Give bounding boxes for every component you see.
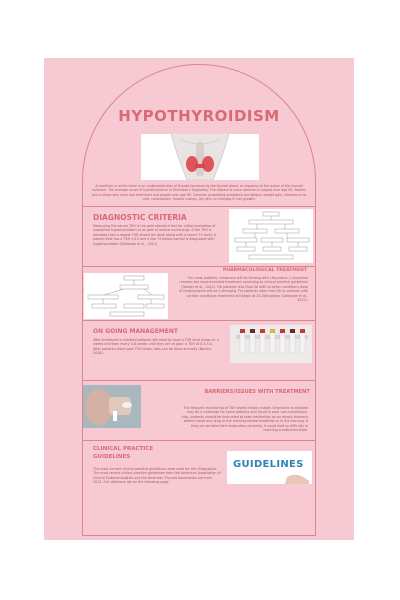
divider-3 <box>82 320 316 321</box>
poster-title: HYPOTHYROIDISM <box>118 107 280 125</box>
pill-hand-photo <box>83 385 141 428</box>
guidelines-text: The most current clinical practice guidelines were used for this infographic. The most recent clinical practice guidelines from the American Association of Clinical Endocrinologists and the American Thyroid Association are from 2012. Full reference list on the following page. <box>93 467 221 485</box>
diagnostic-title: DIAGNOSTIC CRITERIA <box>93 213 187 222</box>
divider-4 <box>82 380 316 381</box>
ongoing-text: After treatment is initiated patients will need to have a TSH level drawn in 4 weeks and then every 4-8 weeks until they are at goal: a TSH of 0.3-3.0. After patients reach goal TSH levels, labs can be done annually (Norton, 2016). <box>93 338 219 356</box>
divider-1 <box>82 206 316 207</box>
lab-tubes-photo <box>230 325 312 363</box>
guidelines-image <box>227 451 312 484</box>
pharmacological-text: For most patients, treatment will be lifelong with l-thyroxine. L-thyroxine remains the recommended treatment according to clinical practice guidelines (Garber et al., 2012). For patients less than 50 with no other conditions dose of levothyroxine will be 1.6mcg/kg. For patients older than 50 or patients with cardiac conditions treatment will begin at 25-50mcg/day (Gaitonde et al., 2012). <box>179 276 308 303</box>
barriers-text: The frequent monitoring of TSH levels initially makes l-thyroxine is initiated may be a challenge for some patients and result in poor non-compliance. Also, patients should be instructed to take medication on an empty stomach before meals any drug in the morning before breakfast or in the evening. If they do not take their medication correctly, it could lead to difficulty in reaching a euthyroid state. <box>181 406 308 433</box>
diagnostic-text: Measuring the serum TSH is the gold standard test for initial evaluation of suspected hypothyroidism or as part of routine screenings. If the TSH is elevated then a repeat TSH should be done along with a serum T4 level. A patient that has a TSH >4.5 and a low T4 below normal is diagnosed with hypothyroidism (Gaitonde et al., 2012). <box>93 224 216 246</box>
diagnostic-flowchart <box>229 209 313 263</box>
divider-2 <box>82 266 316 267</box>
pharmacological-title: PHARMACOLOGICAL TREATMENT <box>222 268 307 273</box>
thyroid-illustration <box>141 134 259 180</box>
ongoing-title: ON GOING MANAGEMENT <box>93 328 178 335</box>
intro-text: A condition in which there is an underproduction of thyroid hormone by the thyroid gland, or response to the action of the thyroid hormone. The average onset of hypothyroidism in Parkinson's Hypnotidy. The disease is more common in people over age 60, women and in those who have had treatment and people over age 60. Common presenting symptoms are fatigue, weight gain, intolerance to cold, constipation, muscle cramps, dry skin, or changes in hair growth. <box>91 184 307 201</box>
treatment-flowchart <box>84 273 168 319</box>
barriers-title: BARRIERS/ISSUES WITH TREATMENT <box>204 389 310 395</box>
guidelines-image-label: GUIDELINES <box>233 459 304 470</box>
guidelines-title: CLINICAL PRACTICE GUIDELINES <box>93 446 154 460</box>
divider-5 <box>82 440 316 441</box>
